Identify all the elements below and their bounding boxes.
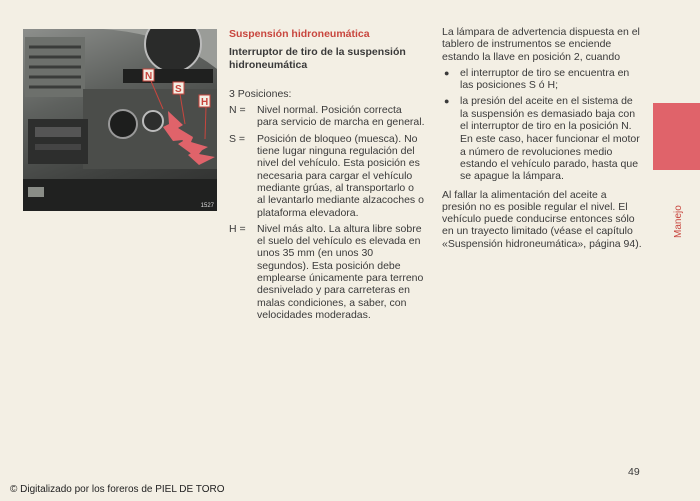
subtitle: Interruptor de tiro de la suspensión hidroneumática [229,46,406,71]
figure-code: 1527 [200,203,214,209]
list-item [442,95,642,132]
dashboard-illustration [23,29,217,211]
positions-intro: 3 Posiciones: [229,87,292,100]
bullet-icon: ● [444,96,450,107]
section-title: Suspensión hidroneumática [229,28,370,40]
note-paragraph: En este caso, hacer funcionar el motor a número de revoluciones medio estando el vehículo parado, hasta que se apague la lámpara. [460,133,640,183]
column-right [442,26,642,254]
label-s: S [175,84,182,95]
position-key: S = [229,132,246,145]
position-key: N = [229,104,246,117]
list-item [442,67,642,92]
position-text: Posición de bloqueo (muesca). No tiene lugar ninguna regulación del nivel del vehículo. Esta posición es necesaria para cargar el vehículo mediante grúas, al transportarlo o al levantarlo mediante alzacoches o plataforma elevadora. [257,132,424,219]
dashboard-photo [23,29,217,211]
label-n: N [145,71,153,82]
column-left [229,28,425,325]
bullet-text: la presión del aceite en el sistema de la suspensión es demasiado baja con el interruptor de tiro en la posición N. [460,95,636,133]
warning-intro: La lámpara de advertencia dispuesta en el tablero de instrumentos se enciende estando la llave en posición 2, cuando [442,26,640,63]
position-text: Nivel más alto. La altura libre sobre el suelo del vehículo es elevada en unos 35 mm (en unos 30 segundos). Esta posición debe emplearse únicamente para terreno desnivelado y para carreteras en malas condiciones, a saber, con velocidades moderadas. [257,222,424,321]
position-text: Nivel normal. Posición correcta para servicio de marcha en general. [257,104,425,129]
position-key: H = [229,222,246,235]
bullet-icon: ● [444,67,450,78]
section-tab-label: Manejo [673,205,684,238]
position-s [229,133,425,219]
bullet-text: el interruptor de tiro se encuentra en las posiciones S ó H; [460,66,630,92]
section-tab [653,103,700,170]
label-h: H [201,97,209,108]
closing-paragraph: Al fallar la alimentación del aceite a presión no es posible regular el nivel. El vehículo puede conducirse entonces sólo en un trayecto limitado (véase el capítulo «Suspensión hidroneumática», página 94). [442,188,642,250]
position-n [229,104,425,129]
position-h [229,223,425,321]
page-number: 49 [628,466,640,478]
footer-credit: © Digitalizado por los foreros de PIEL DE TORO [10,484,225,495]
